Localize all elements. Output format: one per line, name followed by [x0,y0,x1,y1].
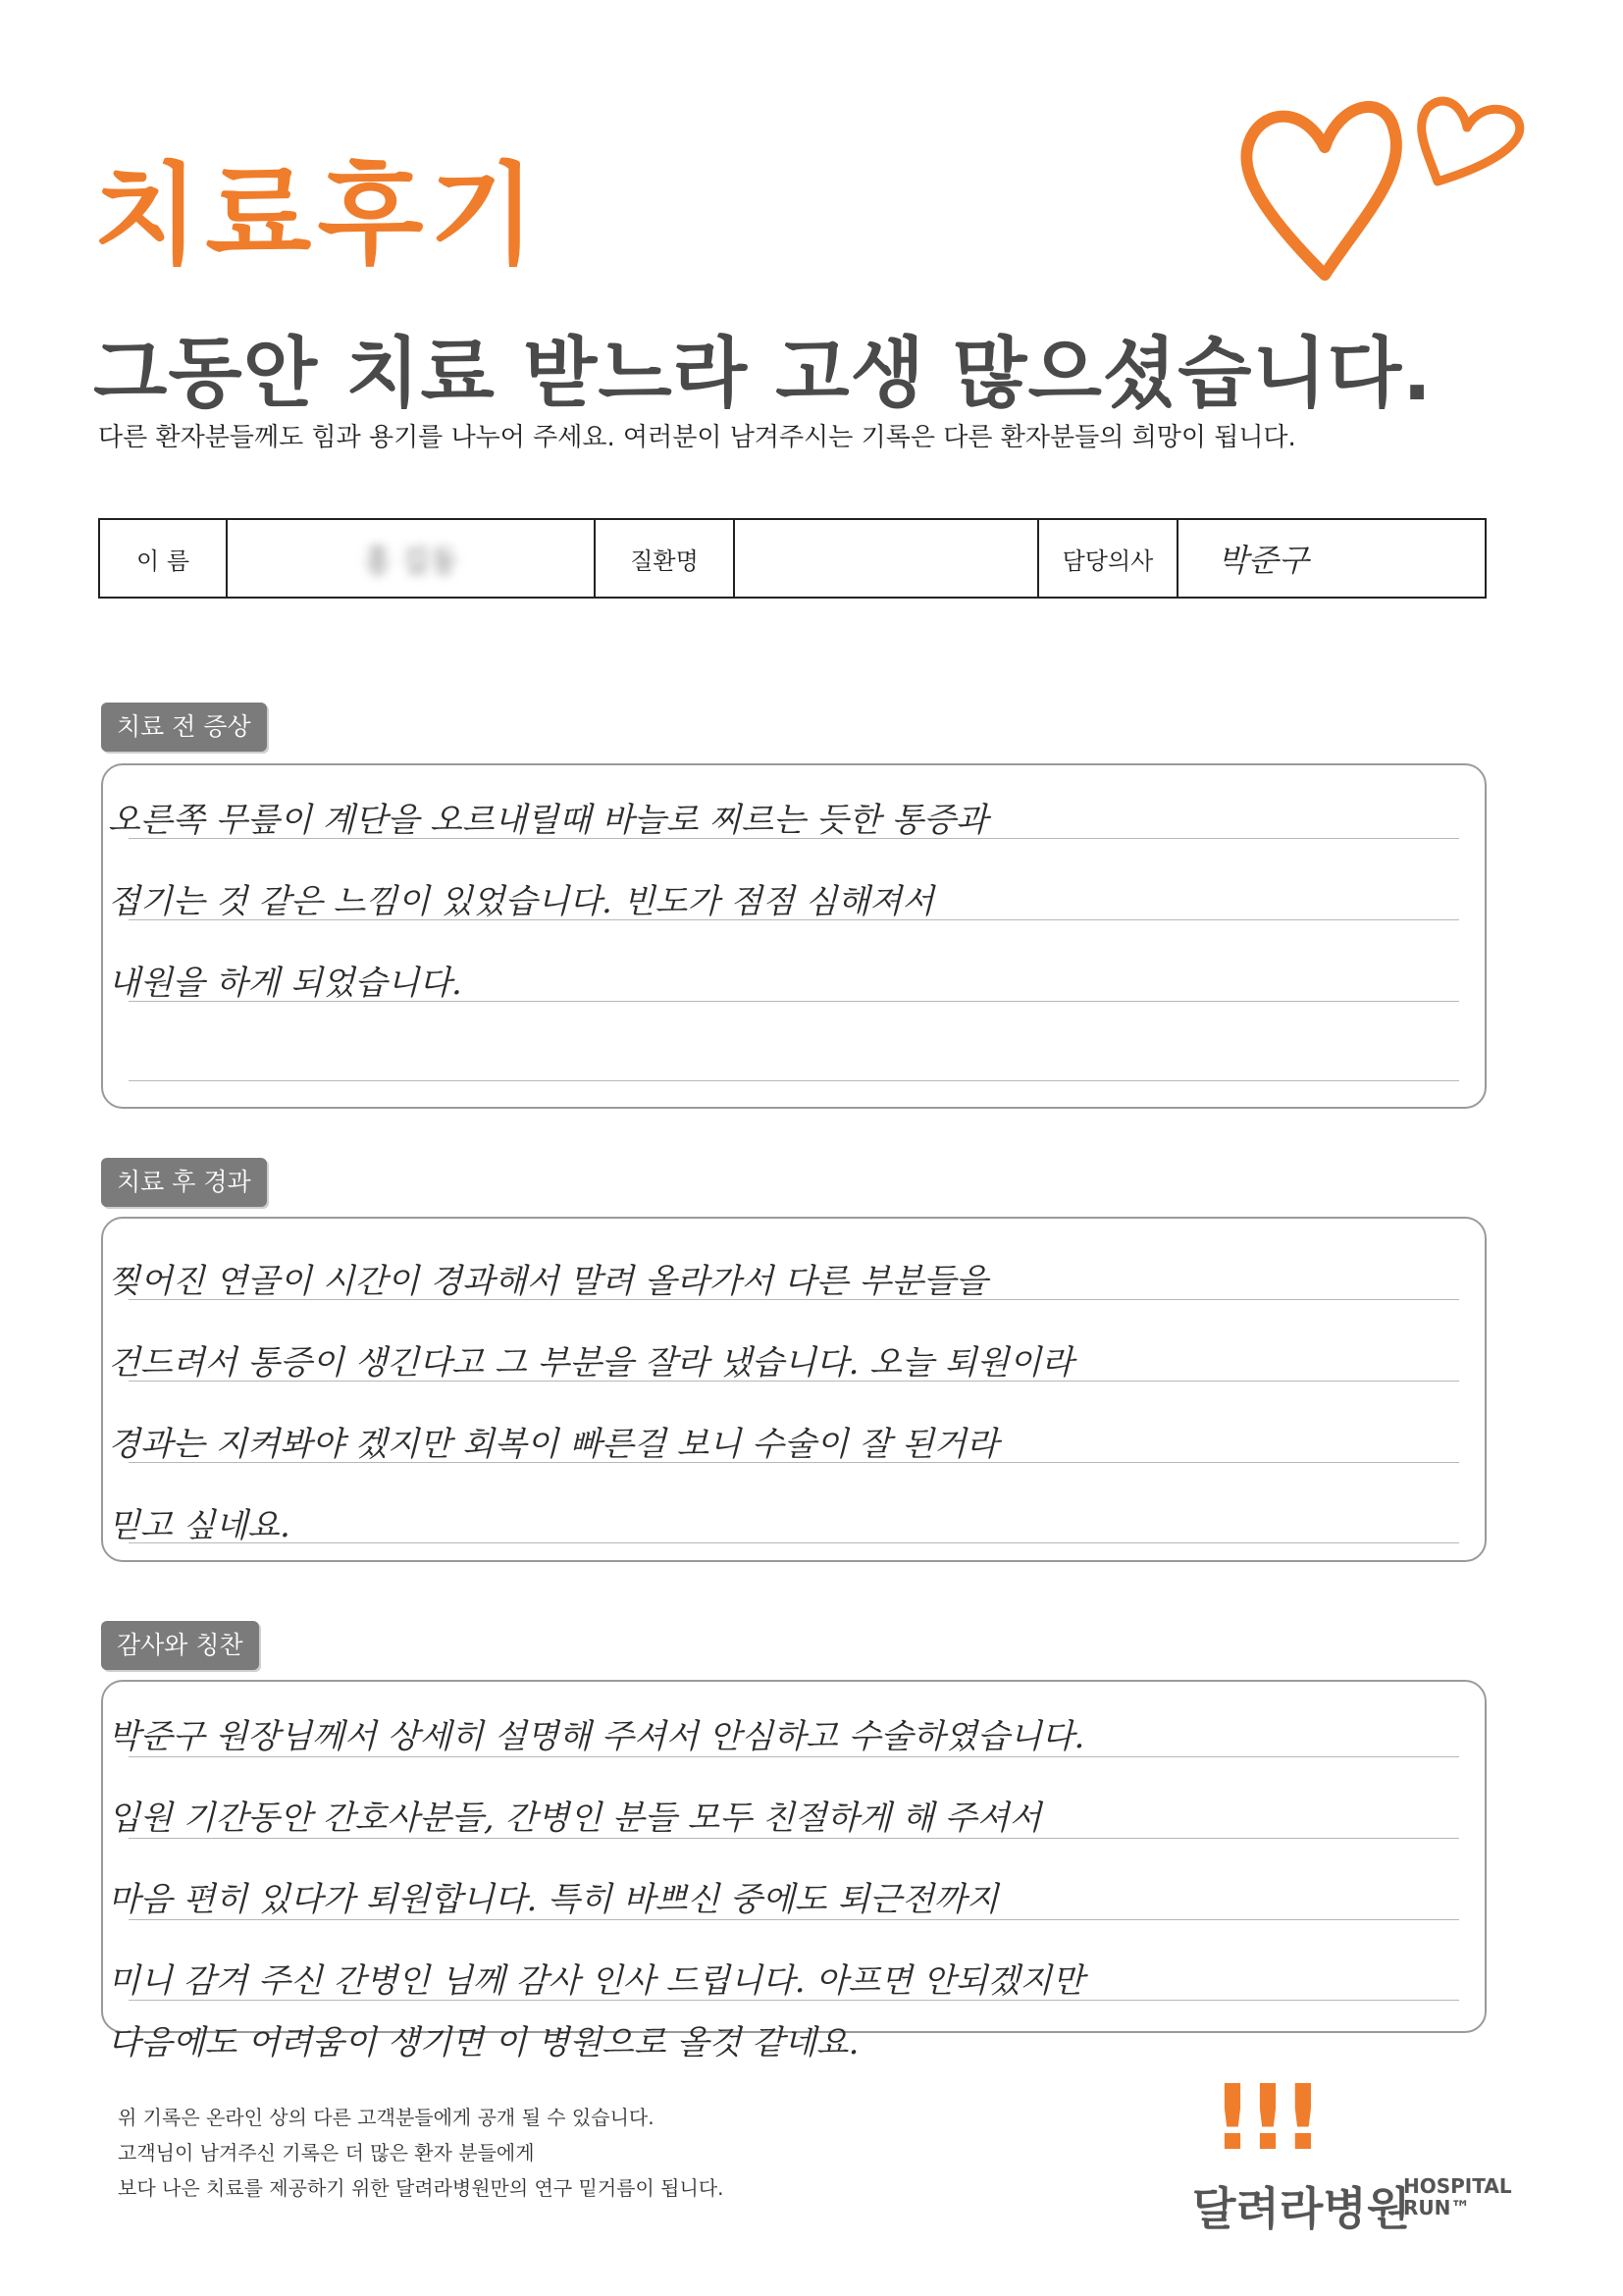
section-label-after-treatment: 치료 후 경과 [101,1158,267,1207]
handwritten-line: 믿고 싶네요. [108,1506,290,1545]
handwritten-line: 찢어진 연골이 시간이 경과해서 말려 올라가서 다른 부분들을 [108,1262,988,1301]
headline: 그동안 치료 받느라 고생 많으셨습니다. [93,330,1433,418]
handwritten-line: 미니 감겨 주신 간병인 님께 감사 인사 드립니다. 아프면 안되겠지만 [108,1961,1084,2001]
footer-line: 위 기록은 온라인 상의 다른 고객분들에게 공개 될 수 있습니다. [118,2106,654,2129]
doctor-field [1178,520,1485,597]
doctor-value: 박준구 [1218,542,1309,579]
handwritten-line: 접기는 것 같은 느낌이 있었습니다. 빈도가 점점 심해져서 [108,882,934,921]
handwritten-line: 경과는 지켜봐야 겠지만 회복이 빠른걸 보니 수술이 잘 된거라 [108,1425,999,1464]
patient-info-table [98,518,1487,599]
handwritten-line: 입원 기간동안 간호사분들, 간병인 분들 모두 친절하게 해 주셔서 [108,1799,1042,1838]
handwritten-line: 내원을 하게 되었습니다. [108,964,462,1003]
hearts-icon [1217,59,1550,294]
disease-field [735,520,1039,597]
footer-note [118,2100,724,2206]
logo-english-line: RUN™ [1403,2196,1471,2219]
logo-english [1403,2175,1512,2218]
name-label: 이 름 [100,520,228,597]
footer-line: 보다 나은 치료를 제공하기 위한 달려라병원만의 연구 밑거름이 됩니다. [118,2176,724,2200]
name-field [228,520,596,597]
handwritten-line: 건드려서 통증이 생긴다고 그 부분을 잘라 냈습니다. 오늘 퇴원이라 [108,1343,1074,1383]
hospital-logo [1192,2065,1516,2252]
section-label-thanks: 감사와 칭찬 [101,1621,259,1670]
handwritten-line: 다음에도 어려움이 생기면 이 병원으로 올것 같네요. [108,2023,860,2062]
handwritten-line: 마음 편히 있다가 퇴원합니다. 특히 바쁘신 중에도 퇴근전까지 [108,1880,999,1919]
handwritten-line: 박준구 원장님께서 상세히 설명해 주셔서 안심하고 수술하였습니다. [108,1717,1085,1756]
page-title: 치료후기 [93,152,542,280]
ruled-line [129,1080,1459,1081]
doctor-label: 담당의사 [1039,520,1178,597]
name-value: 홍 길동 [363,545,458,579]
logo-name: 달려라병원 [1192,2182,1411,2235]
disease-label: 질환명 [596,520,735,597]
logo-marks: !!! [1212,2065,1318,2170]
handwritten-line: 오른쪽 무릎이 계단을 오르내릴때 바늘로 찌르는 듯한 통증과 [108,801,988,840]
subheadline: 다른 환자분들께도 힘과 용기를 나누어 주세요. 여러분이 남겨주시는 기록은 다른 환자분들의 희망이 됩니다. [98,423,1296,452]
logo-english-line: HOSPITAL [1403,2174,1512,2198]
section-label-before-treatment: 치료 전 증상 [101,703,267,752]
footer-line: 고객님이 남겨주신 기록은 더 많은 환자 분들에게 [118,2141,535,2165]
